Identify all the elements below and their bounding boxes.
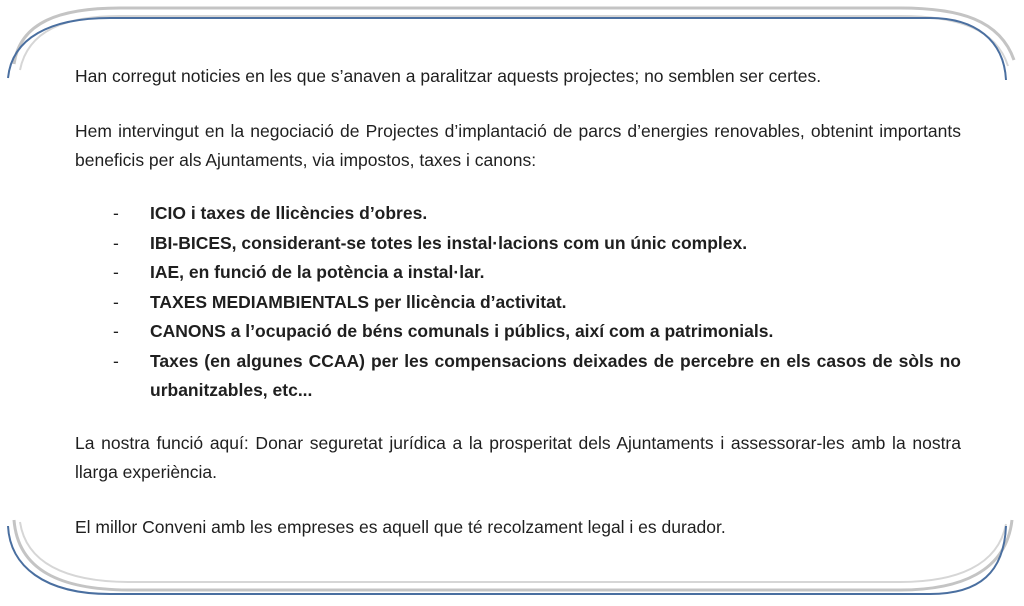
list-item-text: CANONS a l’ocupació de béns comunals i públics, així com a patrimonials. (150, 321, 774, 341)
list-item (75, 258, 961, 288)
list-item-text: IBI-BICES, considerant-se totes les instal·lacions com un únic complex. (150, 232, 748, 253)
dash-marker: - (113, 232, 119, 253)
intro-paragraph: Han corregut noticies en les que s’anaven a paralitzar aquests projectes; no semblen ser certes. (75, 66, 822, 86)
dash-marker: - (113, 203, 119, 223)
dash-marker: - (113, 262, 119, 282)
list-item-text: IAE, en funció de la potència a instal·lar. (150, 262, 485, 282)
list-item-text: ICIO i taxes de llicències d’obres. (150, 203, 428, 223)
list-item (75, 288, 961, 318)
frame-top-gray-arc (14, 8, 1014, 64)
document-body (75, 62, 961, 542)
list-item-text: Taxes (en algunes CCAA) per les compensacions deixades de percebre en els casos de sòls no urbanitzables, etc... (150, 350, 961, 400)
list-item (75, 347, 961, 406)
dash-marker: - (113, 291, 119, 312)
list-item (75, 199, 961, 229)
function-paragraph: La nostra funció aquí: Donar seguretat jurídica a la prosperitat dels Ajuntaments i assessorar-les amb la nostra llarga experiència. (75, 432, 961, 482)
closing-paragraph: El millor Conveni amb les empreses es aquell que té recolzament legal i es durador. (75, 516, 726, 537)
benefits-list (75, 199, 961, 406)
negotiation-paragraph: Hem intervingut en la negociació de Projectes d’implantació de parcs d’energies renovables, obtenint importants beneficis per als Ajuntaments, via impostos, taxes i canons: (75, 121, 961, 170)
list-item (75, 317, 961, 347)
dash-marker: - (113, 321, 119, 341)
list-item-text: TAXES MEDIAMBIENTALS per llicència d’activitat. (150, 291, 567, 312)
dash-marker: - (113, 350, 119, 371)
list-item (75, 229, 961, 259)
